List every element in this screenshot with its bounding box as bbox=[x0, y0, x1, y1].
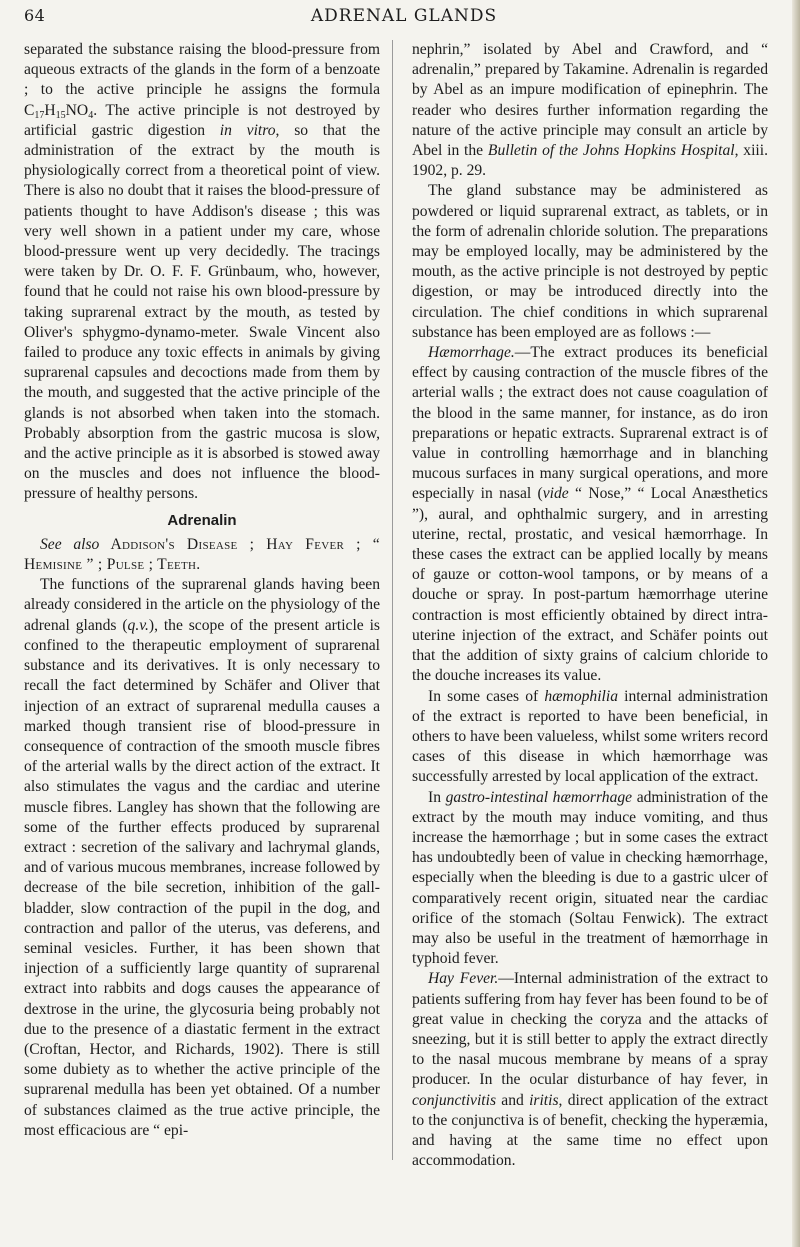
right-column bbox=[412, 40, 768, 1171]
paragraph-gastro-intestinal: In gastro-intestinal hæmorrhage administration of the extract by the mouth may induce vomiting, and thus increase the hæmorrhage ; but in some cases the extract has undoubtedly been of value in checking hæmorrhage, especially when the bleeding is due to a gastric ulcer of comparatively recent origin, situated near the cardiac orifice of the stomach (Soltau Fenwick). The extract may also be useful in the treatment of hæmorrhage in typhoid fever. bbox=[412, 788, 768, 968]
left-column bbox=[24, 40, 380, 1141]
page-edge-shadow bbox=[792, 0, 800, 1247]
paragraph-haemophilia: In some cases of hæmophilia internal administration of the extract is reported to have been beneficial, in others to have been valueless, whilst some writers record cases of this disease in which hæmorrhage was successfully arrested by local application of the extract. bbox=[412, 687, 769, 786]
paragraph: separated the substance raising the blood-pressure from aqueous extracts of the glands in the form of a benzoate ; to the active principle he assigns the formula $C_{17}H_{15}NO_4$. The active principle is not destroyed by artificial gastric digestion in vitro, so that the administration of the extract by the mouth is physiologically correct from a theoretical point of view. There is also no doubt that it raises the blood-pressure of patients thought to have Addison's disease ; this was very well shown in a patient under my care, whose blood-pressure went up very decidedly. The tracings were taken by Dr. O. F. F. Grünbaum, who, however, found that he could not raise his own blood-pressure by taking suprarenal extract by the mouth, as tested by Oliver's sphygmo-dynamo-meter. Swale Vincent also failed to produce any toxic effects in animals by giving suprarenal capsules and decoctions made from them by the mouth, and suggested that the active principle of the glands is not absorbed when taken into the stomach. Probably absorption from the gastric mucosa is slow, and the active principle as it is absorbed is stowed away on the muscles and does not influence the blood-pressure of healthy persons. bbox=[24, 41, 380, 503]
page-number: 64 bbox=[24, 6, 46, 25]
paragraph: The functions of the suprarenal glands having been already considered in the article on the physiology of the adrenal glands (q.v.), the scope of the present article is confined to the therapeutic employment of suprarenal substance and its derivatives. It is only necessary to recall the fact determined by Schäfer and Oliver that injection of an extract of suprarenal medulla causes a marked though transient rise of blood-pressure in consequence of contraction of the smooth muscle fibres of the arterial walls by the direct action of the extract. It also stimulates the vagus and the cardiac and uterine muscle fibres. Langley has shown that the following are some of the further effects produced by suprarenal extract : secretion of the salivary and lachrymal glands, and of various mucous membranes, increase followed by decrease of the bile secretion, inhibition of the gall-bladder, slow contraction of the pupil in the dog, and contraction and pallor of the uterus, vas deferens, and seminal vesicles. Further, it has been shown that injection of a sufficiently large quantity of suprarenal extract into rabbits and dogs causes the appearance of dextrose in the urine, the glycosuria being probably not due to the presence of a diastatic ferment in the extract (Croftan, Hector, and Richards, 1902). There is still some dubiety as to whether the active principle of the suprarenal medulla has been yet obtained. Of a number of substances claimed as the true active principle, the most efficacious are “ epi- bbox=[24, 576, 380, 1139]
paragraph: The gland substance may be administered as powdered or liquid suprarenal extract, as tablets, or in the form of adrenalin chloride solution. The preparations may be employed locally, may be administered by the mouth, as the active principle is not destroyed by peptic digestion, or may be introduced directly into the circulation. The chief conditions in which suprarenal substance has been employed are as follows :— bbox=[412, 182, 768, 341]
paragraph: nephrin,” isolated by Abel and Crawford, and “ adrenalin,” prepared by Takamine. Adrenalin is regarded by Abel as an impure modification of epinephrin. The reader who desires further information regarding the nature of the active principle may consult an article by Abel in the Bulletin of the Johns Hopkins Hospital, xiii. 1902, p. 29. bbox=[412, 41, 768, 180]
running-head bbox=[24, 6, 784, 30]
section-heading-adrenalin: Adrenalin bbox=[167, 511, 237, 529]
paragraph-haemorrhage: Hæmorrhage.—The extract produces its beneficial effect by causing contraction of the muscle fibres of the arterial walls ; the extract does not cause coagulation of the blood in the same manner, for instance, as do iron preparations or hepatic extracts. Suprarenal extract is of value in controlling hæmorrhage and in blanching mucous surfaces in many surgical operations, and more especially in nasal (vide “ Nose,” “ Local Anæsthetics ”), aural, and ophthalmic surgery, and in arresting uterine, rectal, prostatic, and vesical hæmorrhage. In these cases the extract can be applied locally by means of gauze or cotton-wool tampons, or by means of a douche or spray. In post-partum hæmorrhage uterine contraction is most efficiently obtained by direct intra-uterine injection of the extract, and Schäfer points out that the addition of sixty grains of calcium chloride to the douche increases its value. bbox=[412, 344, 768, 685]
see-also-references: See also Addison's Disease ; Hay Fever ; “ Hemisine ” ; Pulse ; Teeth. bbox=[24, 535, 380, 574]
running-title: ADRENAL GLANDS bbox=[310, 6, 498, 26]
paragraph-hay-fever: Hay Fever.—Internal administration of the extract to patients suffering from hay fever has been found to be of great value in checking the coryza and the attacks of sneezing, but it is still better to apply the extract directly to the nasal mucous membrane by means of a spray producer. In the ocular disturbance of hay fever, in conjunctivitis and iritis, direct application of the extract to the conjunctiva is of benefit, checking the hyperæmia, and having at the same time no effect upon accommodation. bbox=[412, 970, 768, 1170]
column-divider bbox=[392, 40, 393, 1160]
